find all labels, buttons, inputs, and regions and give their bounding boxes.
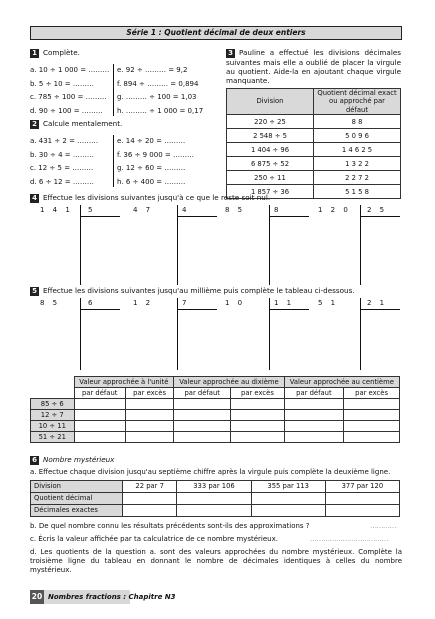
table-cell: 2 2 7 2 xyxy=(314,171,401,185)
column-header: par défaut xyxy=(174,388,231,399)
division-bar xyxy=(360,205,361,285)
exercise-number: 3 xyxy=(226,49,235,58)
column-header: Quotient décimal exact ou approché par défaut xyxy=(314,89,401,115)
item: d. 6 ÷ 12 = ……… xyxy=(30,177,94,186)
answer-blank: ……………………………… xyxy=(310,535,388,543)
row-header: 85 ÷ 6 xyxy=(31,399,75,410)
empty-corner xyxy=(31,388,75,399)
empty-corner xyxy=(31,377,75,388)
item: a. 431 ÷ 2 = ……… xyxy=(30,137,99,145)
exercise-1-left xyxy=(30,66,112,120)
item: d. 90 ÷ 100 = ……… xyxy=(30,106,103,115)
item: f. 894 ÷ ……… = 0,894 xyxy=(117,79,199,88)
exercise-3-text xyxy=(226,48,401,85)
division-bar xyxy=(80,205,81,285)
division-bar xyxy=(269,309,309,310)
exercise-number: 2 xyxy=(30,120,39,129)
divisor: 2 1 xyxy=(367,299,388,307)
exercise-title: Effectue les divisions suivantes jusqu'au millième puis complète le tableau ci-dessous. xyxy=(43,286,355,295)
divider xyxy=(113,135,114,187)
table-cell: 8 8 xyxy=(314,115,401,129)
division-bar xyxy=(269,205,270,285)
exercise-1-right xyxy=(117,66,209,120)
exercise-2-right xyxy=(117,137,209,191)
table-cell: 1 404 ÷ 96 xyxy=(227,143,314,157)
row-header: Division xyxy=(31,481,123,493)
divisor: 7 xyxy=(182,299,190,307)
item: b. 5 ÷ 10 = ……… xyxy=(30,79,94,88)
exercise-title: Complète. xyxy=(43,48,80,57)
item: e. 14 ÷ 20 = ……… xyxy=(117,137,186,145)
dividend: 1 2 0 xyxy=(318,206,351,214)
item: h. ……… ÷ 1 000 = 0,17 xyxy=(117,106,204,115)
table-cell: 22 par 7 xyxy=(123,481,177,493)
item: f. 36 ÷ 9 000 = ……… xyxy=(117,150,194,159)
question-a: a. Effectue chaque division jusqu'au septième chiffre après la virgule puis complète la deuxième ligne. xyxy=(30,468,391,476)
dividend: 4 7 xyxy=(133,206,154,214)
exercise-number: 6 xyxy=(30,456,39,465)
exercise-instructions: Pauline a effectué les divisions décimales suivantes mais elle a oublié de placer la virgule au quotient. Aide-la en ajoutant chaque virgule manquante. xyxy=(226,48,401,85)
divisor: 6 xyxy=(88,299,96,307)
table-cell: 2 548 ÷ 5 xyxy=(227,129,314,143)
division-bar xyxy=(360,216,400,217)
table-cell: 333 par 106 xyxy=(177,481,251,493)
dividend: 8 5 xyxy=(225,206,246,214)
chapter-label: Nombres fractions : Chapitre N3 xyxy=(48,593,176,601)
exercise-title: Nombre mystérieux xyxy=(43,455,115,464)
exercise-2-left xyxy=(30,137,112,191)
row-header: 51 ÷ 21 xyxy=(31,432,75,443)
division-bar xyxy=(269,216,309,217)
table-cell: 1 4 6 2 5 xyxy=(314,143,401,157)
division-bar xyxy=(177,216,217,217)
exercise-6-table xyxy=(30,480,400,517)
column-header: par excès xyxy=(344,388,400,399)
item: h. 6 ÷ 400 = ……… xyxy=(117,177,186,186)
table-cell: 1 857 ÷ 36 xyxy=(227,185,314,199)
column-group-header: Valeur approchée au dixième xyxy=(174,377,284,388)
exercise-6-heading xyxy=(30,455,114,465)
column-header: par excès xyxy=(125,388,173,399)
division-bar xyxy=(177,309,217,310)
page-number: 20 xyxy=(30,590,44,604)
table-cell: 377 par 120 xyxy=(325,481,399,493)
exercise-3-table xyxy=(226,88,401,199)
divider xyxy=(113,64,114,116)
column-header: par excès xyxy=(231,388,284,399)
exercise-number: 1 xyxy=(30,49,39,58)
divisor: 2 5 xyxy=(367,206,388,214)
column-header: Division xyxy=(227,89,314,115)
item: g. ……… ÷ 100 = 1,03 xyxy=(117,93,197,101)
dividend: 1 4 1 xyxy=(40,206,73,214)
table-cell: 1 3 2 2 xyxy=(314,157,401,171)
table-cell: 220 ÷ 25 xyxy=(227,115,314,129)
exercise-title: Calcule mentalement. xyxy=(43,119,123,128)
dividend: 8 5 xyxy=(40,299,61,307)
exercise-5-heading xyxy=(30,286,355,296)
division-bar xyxy=(80,309,120,310)
divisor: 5 xyxy=(88,206,96,214)
exercise-1-heading xyxy=(30,48,80,58)
column-header: par défaut xyxy=(74,388,125,399)
exercise-5-table xyxy=(30,376,400,443)
table-cell: 5 0 9 6 xyxy=(314,129,401,143)
series-title: Série 1 : Quotient décimal de deux entiers xyxy=(30,26,402,40)
division-bar xyxy=(177,205,178,285)
exercise-title: Effectue les divisions suivantes jusqu'à ce que le reste soit nul. xyxy=(43,193,271,202)
divisor: 8 xyxy=(274,206,282,214)
row-header: 12 ÷ 7 xyxy=(31,410,75,421)
exercise-2-heading xyxy=(30,119,122,129)
division-bar xyxy=(80,216,120,217)
question-c: c. Écris la valeur affichée par ta calculatrice de ce nombre mystérieux. xyxy=(30,535,278,543)
column-header: par défaut xyxy=(284,388,343,399)
question-d: d. Les quotients de la question a. sont des valeurs approchées du nombre mystérieux. Complète la troisième ligne du tableau en donnant le nombre de décimales identiques à celles du nombre mystérieux. xyxy=(30,548,402,574)
row-header: 10 ÷ 11 xyxy=(31,421,75,432)
division-bar xyxy=(360,309,400,310)
answer-blank: ………… xyxy=(370,522,396,530)
row-header: Décimales exactes xyxy=(31,505,123,517)
table-cell: 6 875 ÷ 52 xyxy=(227,157,314,171)
exercise-number: 4 xyxy=(30,194,39,203)
table-cell: 355 par 113 xyxy=(251,481,325,493)
question-b: b. De quel nombre connu les résultats précédents sont-ils des approximations ? xyxy=(30,522,310,530)
item: c. 12 ÷ 5 = ……… xyxy=(30,164,94,172)
item: b. 30 ÷ 4 = ……… xyxy=(30,150,94,159)
column-group-header: Valeur approchée à l'unité xyxy=(74,377,174,388)
divisor: 4 xyxy=(182,206,190,214)
table-cell: 5 1 5 8 xyxy=(314,185,401,199)
exercise-number: 5 xyxy=(30,287,39,296)
table-cell: 250 ÷ 11 xyxy=(227,171,314,185)
dividend: 5 1 xyxy=(318,299,339,307)
item: c. 785 ÷ 100 = ……… xyxy=(30,93,107,101)
exercise-4-heading xyxy=(30,193,270,203)
column-group-header: Valeur approchée au centième xyxy=(284,377,399,388)
dividend: 1 2 xyxy=(133,299,154,307)
item: e. 92 ÷ ……… = 9,2 xyxy=(117,66,188,74)
dividend: 1 0 xyxy=(225,299,246,307)
item: g. 12 ÷ 60 = ……… xyxy=(117,164,186,172)
row-header: Quotient décimal xyxy=(31,493,123,505)
item: a. 10 ÷ 1 000 = ……… xyxy=(30,66,110,74)
divisor: 1 1 xyxy=(274,299,295,307)
